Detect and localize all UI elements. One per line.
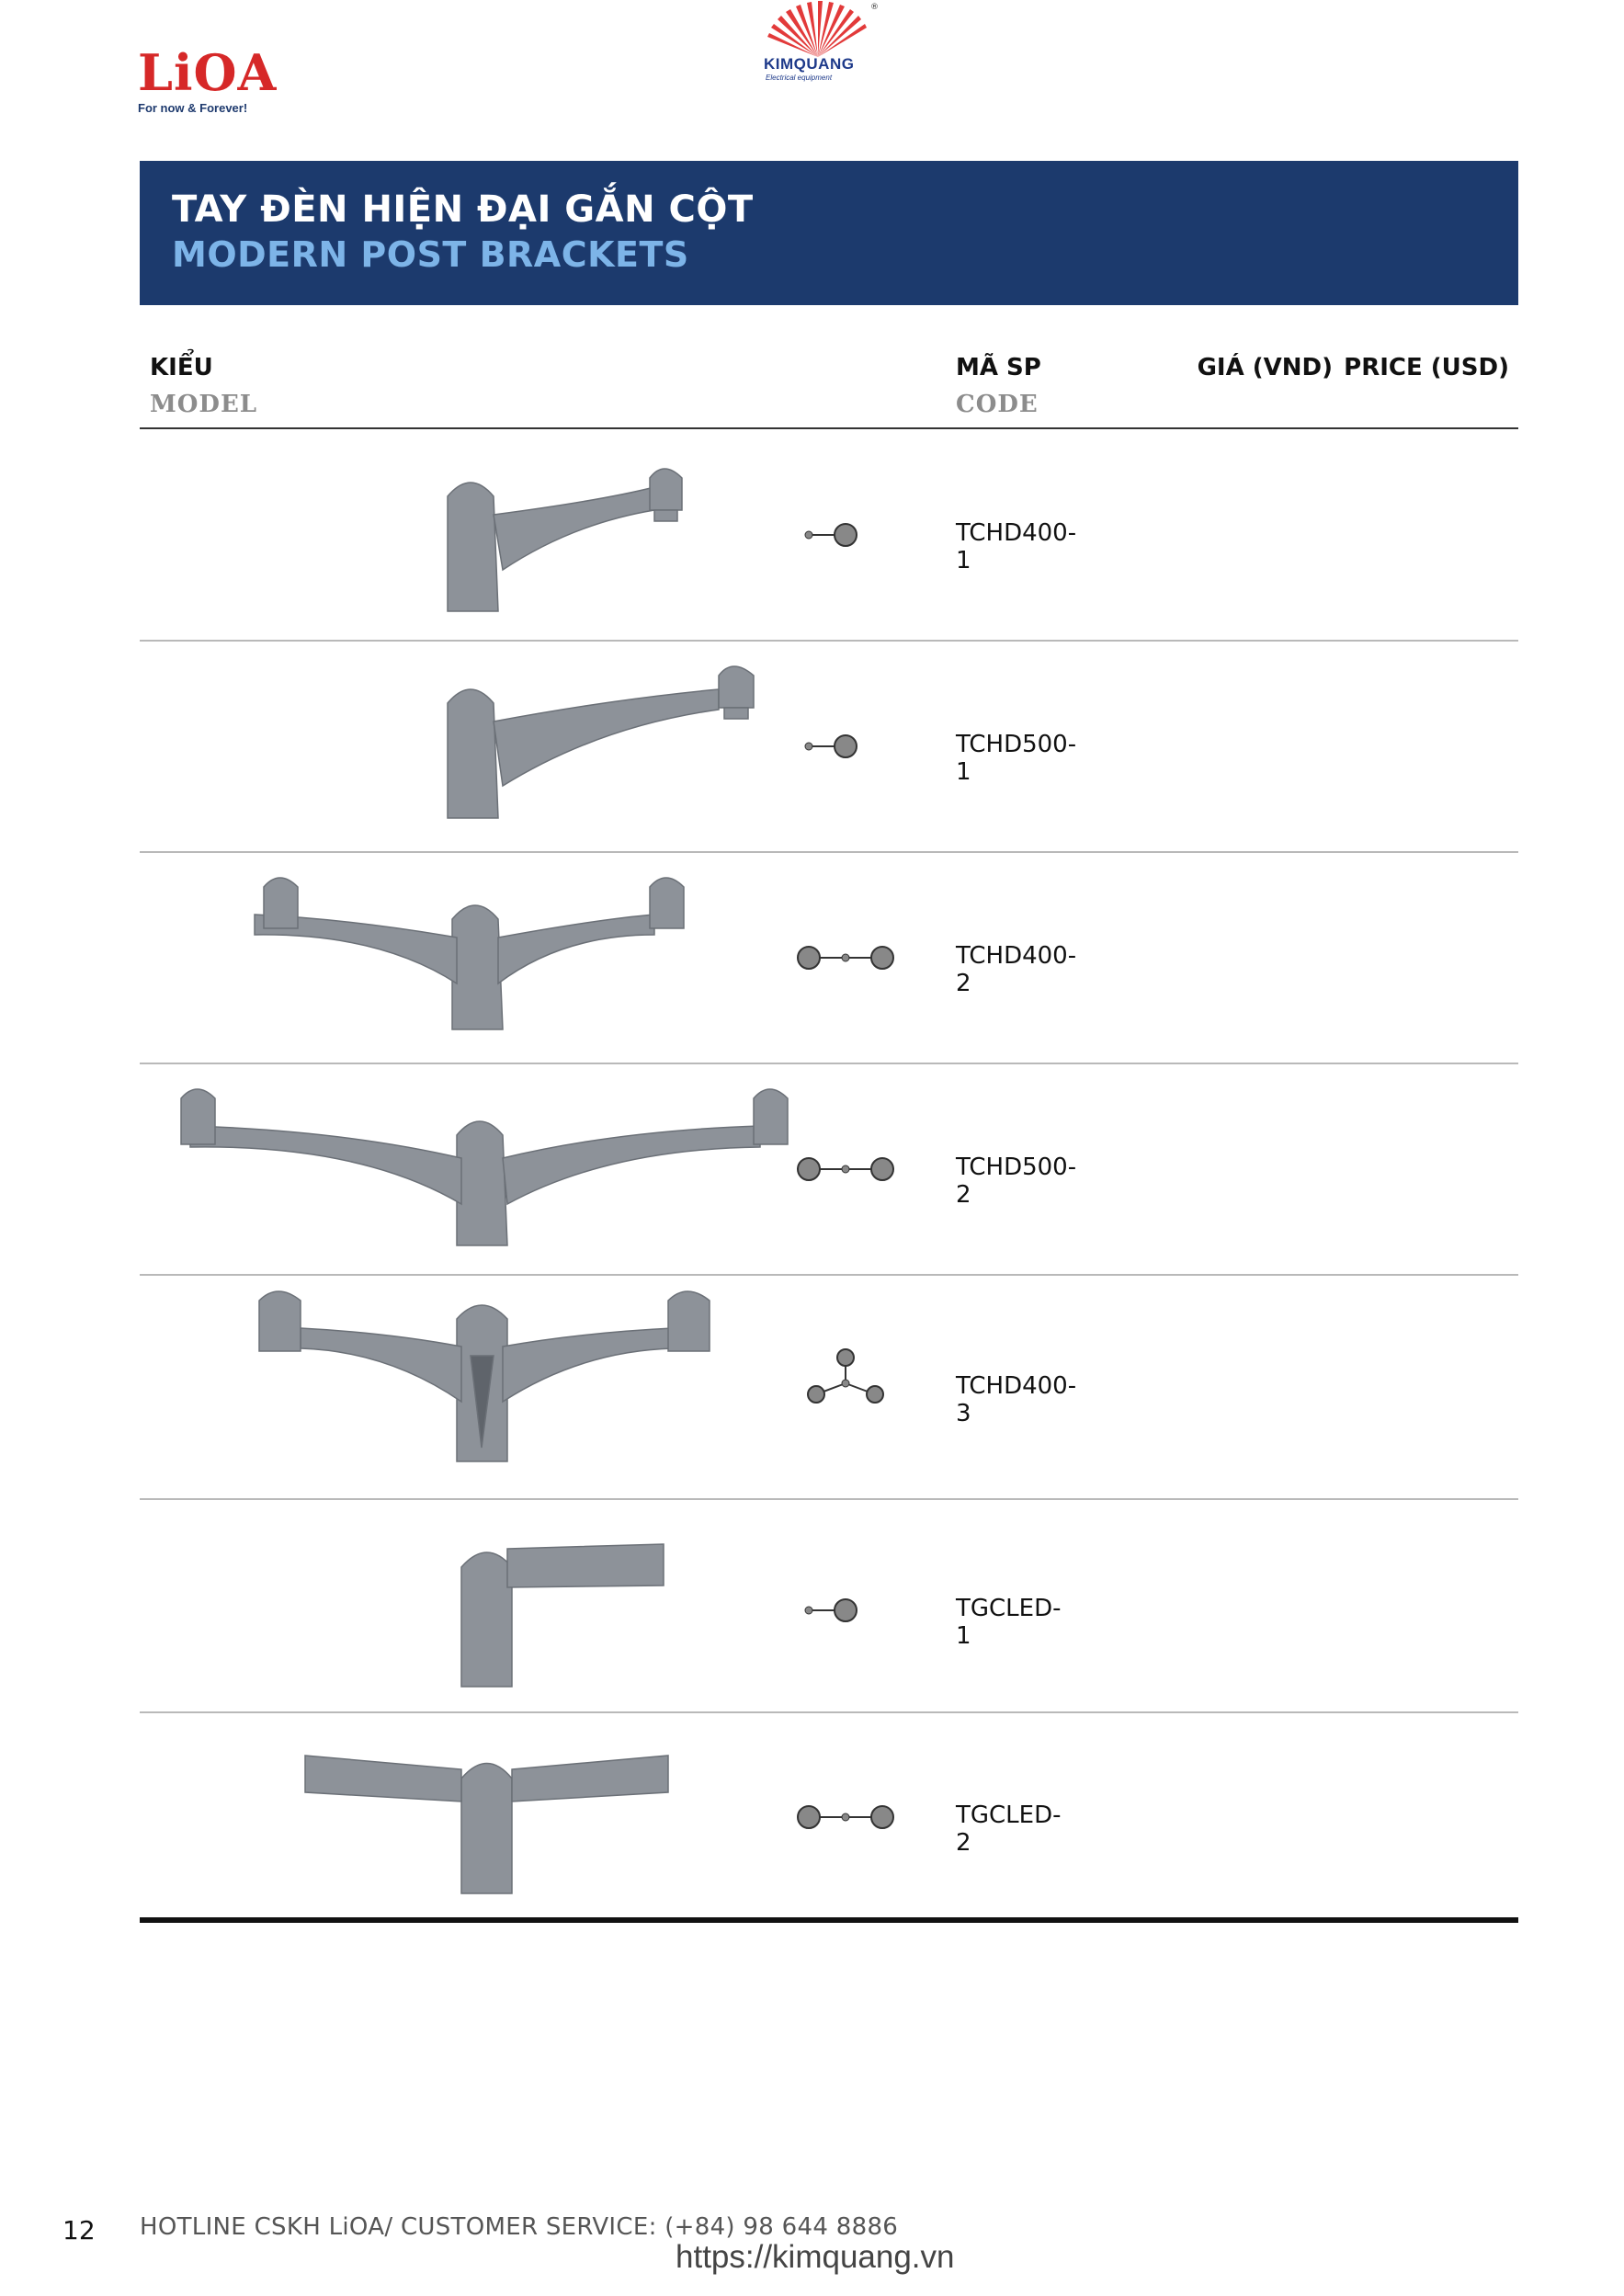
- product-code: TCHD400-1: [956, 519, 1077, 574]
- product-code: TGCLED-2: [956, 1802, 1062, 1857]
- table-end-rule: [140, 1917, 1518, 1923]
- triple-arm-bracket-icon: [140, 1282, 801, 1466]
- one-lamp-symbol-icon: [800, 1583, 891, 1638]
- single-straight-arm-bracket-icon: [140, 1530, 801, 1691]
- kimquang-sunburst-icon: [758, 0, 878, 57]
- header-code-vi: MÃ SP: [956, 354, 1041, 381]
- row-divider: [140, 1063, 1518, 1064]
- lioa-tagline: For now & Forever!: [138, 101, 248, 115]
- website-link[interactable]: https://kimquang.vn: [676, 2239, 955, 2275]
- double-arm-bracket-icon: [140, 869, 801, 1034]
- product-code: TGCLED-1: [956, 1595, 1062, 1650]
- row-divider: [140, 1274, 1518, 1276]
- header-model-en: MODEL: [150, 391, 258, 418]
- one-lamp-symbol-icon: [800, 719, 891, 774]
- row-divider: [140, 640, 1518, 642]
- kimquang-subtitle: Electrical equipment: [766, 74, 833, 82]
- title-band: [140, 161, 1518, 305]
- product-code: TCHD400-3: [956, 1372, 1077, 1427]
- header-price-vnd: GIÁ (VND): [1197, 354, 1333, 381]
- double-arm-long-bracket-icon: [140, 1075, 801, 1250]
- double-straight-arm-bracket-icon: [140, 1737, 801, 1898]
- two-lamp-symbol-icon: [800, 1142, 891, 1197]
- lioa-logo: [138, 43, 278, 115]
- two-lamp-symbol-icon: [800, 930, 891, 985]
- header-model-vi: KIỂU: [150, 354, 213, 381]
- row-divider: [140, 1498, 1518, 1500]
- one-lamp-symbol-icon: [800, 507, 891, 563]
- kimquang-logo: [758, 0, 878, 87]
- product-code: TCHD500-2: [956, 1154, 1077, 1209]
- registered-mark: ®: [870, 3, 879, 12]
- header-price-usd: PRICE (USD): [1344, 354, 1509, 381]
- page-number: 12: [62, 2215, 96, 2245]
- row-divider: [140, 1711, 1518, 1713]
- lioa-wordmark: LiOA: [138, 43, 278, 102]
- page-title-vi: TAY ĐÈN HIỆN ĐẠI GẮN CỘT: [172, 188, 754, 231]
- single-arm-bracket-icon: [140, 460, 801, 616]
- three-lamp-symbol-icon: [800, 1348, 891, 1404]
- page-title-en: MODERN POST BRACKETS: [172, 234, 689, 275]
- product-code: TCHD500-1: [956, 731, 1077, 786]
- kimquang-wordmark: KIMQUANG: [764, 55, 855, 73]
- hotline-text: HOTLINE CSKH LiOA/ CUSTOMER SERVICE: (+84) 98 644 8886: [140, 2213, 899, 2241]
- product-code: TCHD400-2: [956, 942, 1077, 997]
- header-code-en: CODE: [956, 391, 1039, 418]
- header-rule: [140, 427, 1518, 429]
- two-lamp-symbol-icon: [800, 1790, 891, 1845]
- row-divider: [140, 851, 1518, 853]
- single-arm-long-bracket-icon: [140, 653, 801, 823]
